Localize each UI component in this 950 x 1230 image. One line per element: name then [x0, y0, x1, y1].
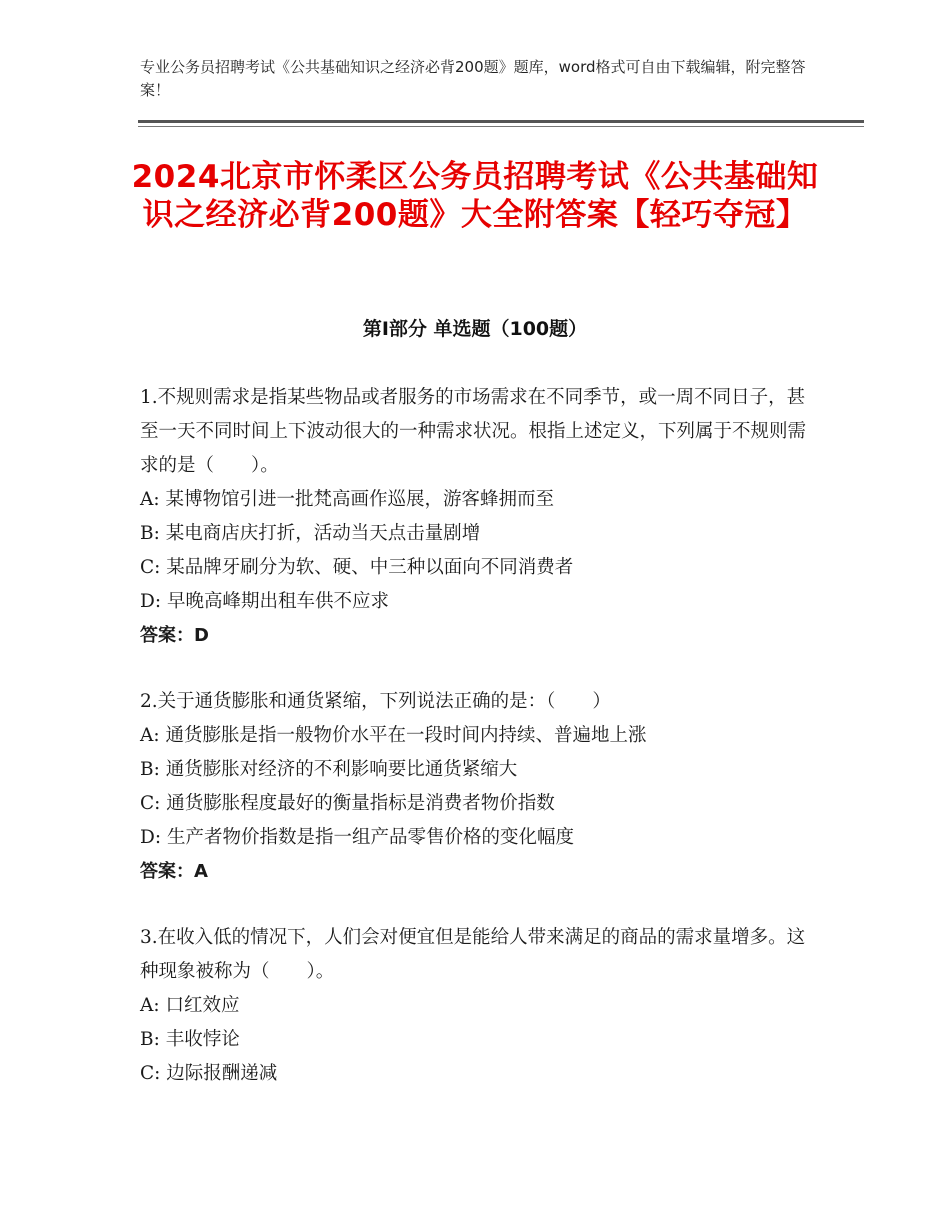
option-b: B: 丰收悖论 — [140, 1029, 240, 1050]
option-d: D: 生产者物价指数是指一组产品零售价格的变化幅度 — [140, 827, 574, 848]
option-a: A: 口红效应 — [140, 995, 240, 1016]
section-heading: 第Ⅰ部分 单选题（100题） — [362, 318, 588, 340]
question-stem: 2.关于通货膨胀和通货紧缩，下列说法正确的是：（ ） — [140, 691, 611, 712]
question-3 — [140, 921, 812, 1091]
option-b: B: 某电商店庆打折，活动当天点击量剧增 — [140, 523, 481, 544]
header-rule-thin — [138, 126, 864, 127]
option-c: C: 通货膨胀程度最好的衡量指标是消费者物价指数 — [140, 793, 555, 814]
header-rule-thick — [138, 120, 864, 123]
option-b: B: 通货膨胀对经济的不利影响要比通货紧缩大 — [140, 759, 518, 780]
question-2 — [140, 685, 812, 889]
answer: 答案：D — [140, 625, 209, 646]
question-1 — [140, 381, 812, 653]
question-list — [140, 381, 812, 1123]
question-stem: 3.在收入低的情况下，人们会对便宜但是能给人带来满足的商品的需求量增多。这种现象被称为（ ）。 — [140, 927, 806, 982]
option-d: D: 早晚高峰期出租车供不应求 — [140, 591, 389, 612]
answer: 答案：A — [140, 861, 208, 882]
option-c: C: 某品牌牙刷分为软、硬、中三种以面向不同消费者 — [140, 557, 574, 578]
option-a: A: 某博物馆引进一批梵高画作巡展，游客蜂拥而至 — [140, 489, 554, 510]
document-title: 2024北京市怀柔区公务员招聘考试《公共基础知识之经济必背200题》大全附答案【轻巧夺冠】 — [131, 159, 819, 233]
option-c: C: 边际报酬递减 — [140, 1063, 278, 1084]
header-note: 专业公务员招聘考试《公共基础知识之经济必背200题》题库，word格式可自由下载编辑，附完整答案！ — [140, 58, 806, 99]
option-a: A: 通货膨胀是指一般物价水平在一段时间内持续、普遍地上涨 — [140, 725, 647, 746]
question-stem: 1.不规则需求是指某些物品或者服务的市场需求在不同季节，或一周不同日子，甚至一天不同时间上下波动很大的一种需求状况。根指上述定义，下列属于不规则需求的是（ ）。 — [140, 387, 807, 476]
